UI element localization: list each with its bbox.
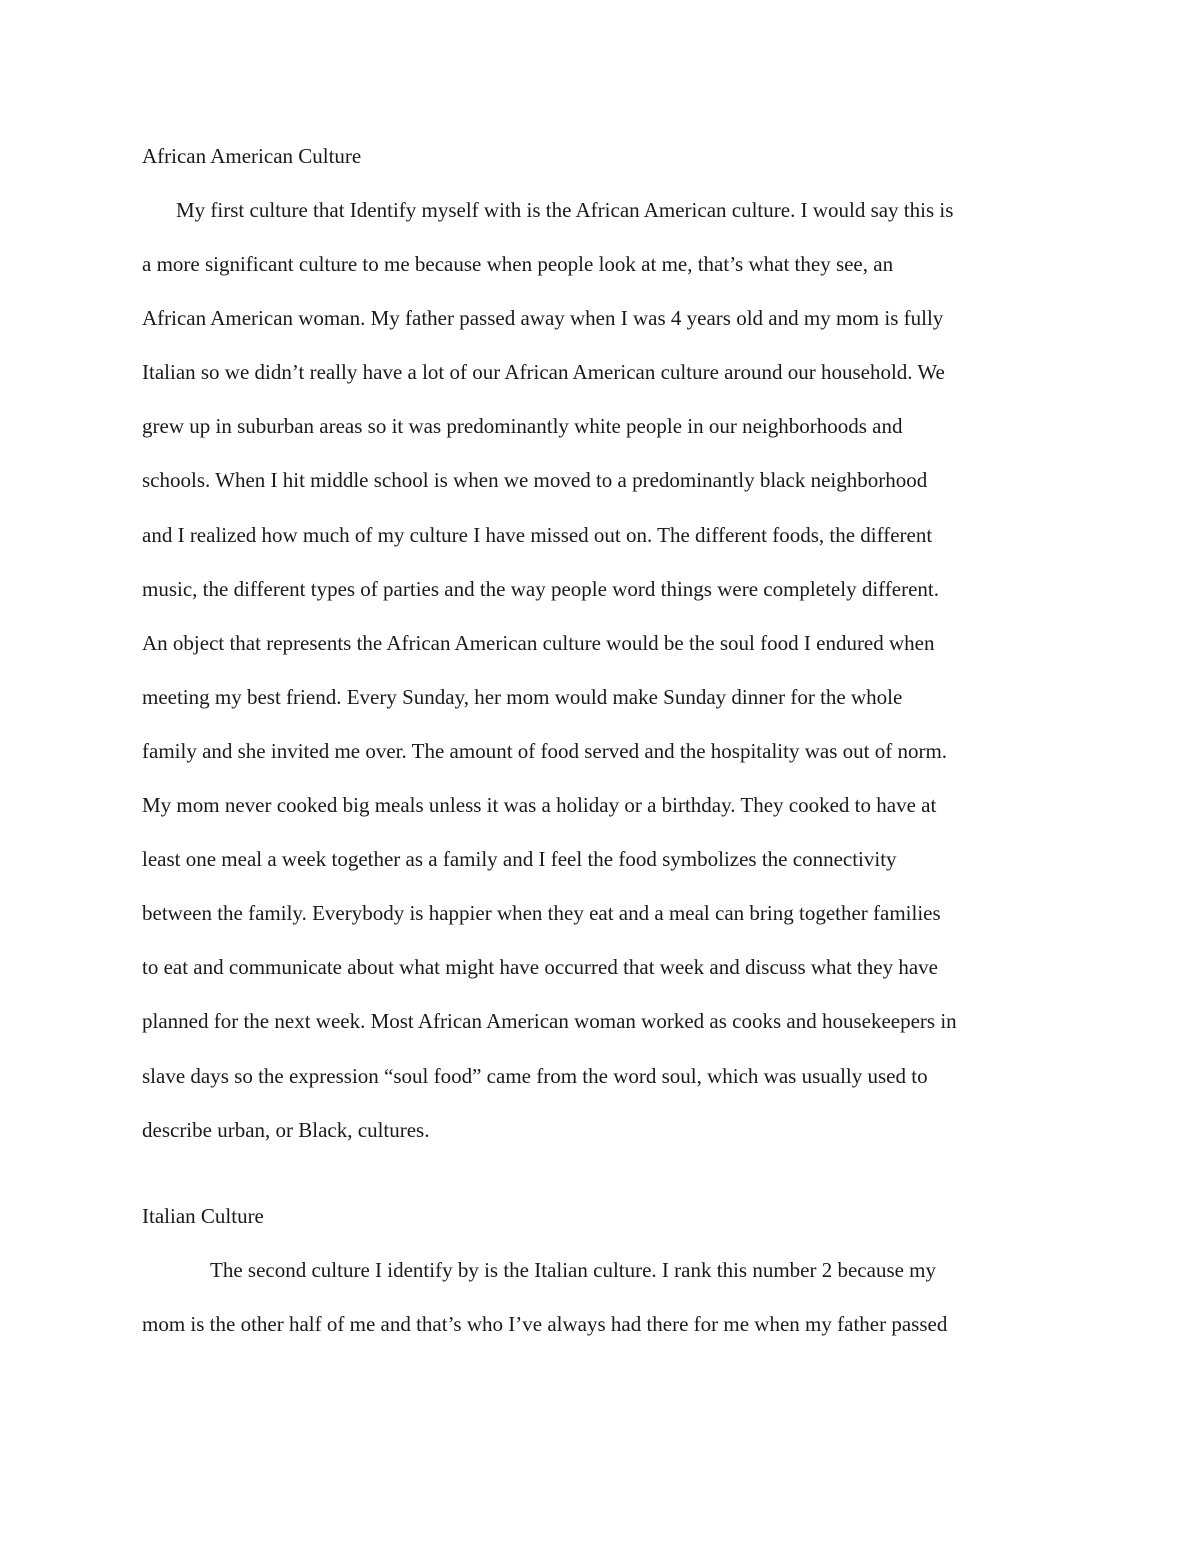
text-line: The second culture I identify by is the Italian culture. I rank this number 2 because my xyxy=(210,1257,937,1282)
text-line: schools. When I hit middle school is when we moved to a predominantly black neighborhood xyxy=(142,468,928,493)
document-body xyxy=(142,140,1072,1336)
text-line: least one meal a week together as a family and I feel the food symbolizes the connectivity xyxy=(142,847,897,872)
text-line: a more significant culture to me because when people look at me, that’s what they see, an xyxy=(142,252,894,277)
text-line: music, the different types of parties and the way people word things were completely different. xyxy=(142,576,939,601)
text-line: describe urban, or Black, cultures. xyxy=(142,1117,430,1142)
text-line: grew up in suburban areas so it was predominantly white people in our neighborhoods and xyxy=(142,414,903,439)
text-line: and I realized how much of my culture I have missed out on. The different foods, the different xyxy=(142,522,933,547)
text-line: to eat and communicate about what might have occurred that week and discuss what they have xyxy=(142,955,938,980)
text-line: My first culture that Identify myself with is the African American culture. I would say this is xyxy=(176,198,954,222)
text-line: An object that represents the African American culture would be the soul food I endured when xyxy=(142,630,935,655)
text-line: slave days so the expression “soul food” came from the word soul, which was usually used to xyxy=(142,1063,928,1088)
text-line: meeting my best friend. Every Sunday, her mom would make Sunday dinner for the whole xyxy=(142,684,903,709)
text-line: African American woman. My father passed away when I was 4 years old and my mom is fully xyxy=(142,306,944,331)
text-line: family and she invited me over. The amount of food served and the hospitality was out of norm. xyxy=(142,738,948,763)
text-line: planned for the next week. Most African American woman worked as cooks and housekeepers in xyxy=(142,1009,957,1034)
text-line: mom is the other half of me and that’s who I’ve always had there for me when my father passed xyxy=(142,1311,948,1336)
paragraph-italian-culture xyxy=(142,1243,1072,1351)
section-heading-italian-culture: Italian Culture xyxy=(142,1203,264,1228)
paragraph-african-american-culture xyxy=(142,183,1072,1157)
text-line: My mom never cooked big meals unless it was a holiday or a birthday. They cooked to have at xyxy=(142,793,937,818)
text-line: between the family. Everybody is happier when they eat and a meal can bring together families xyxy=(142,901,941,926)
section-heading-african-american-culture: African American Culture xyxy=(142,144,362,168)
text-line: Italian so we didn’t really have a lot of our African American culture around our household. We xyxy=(142,360,945,385)
